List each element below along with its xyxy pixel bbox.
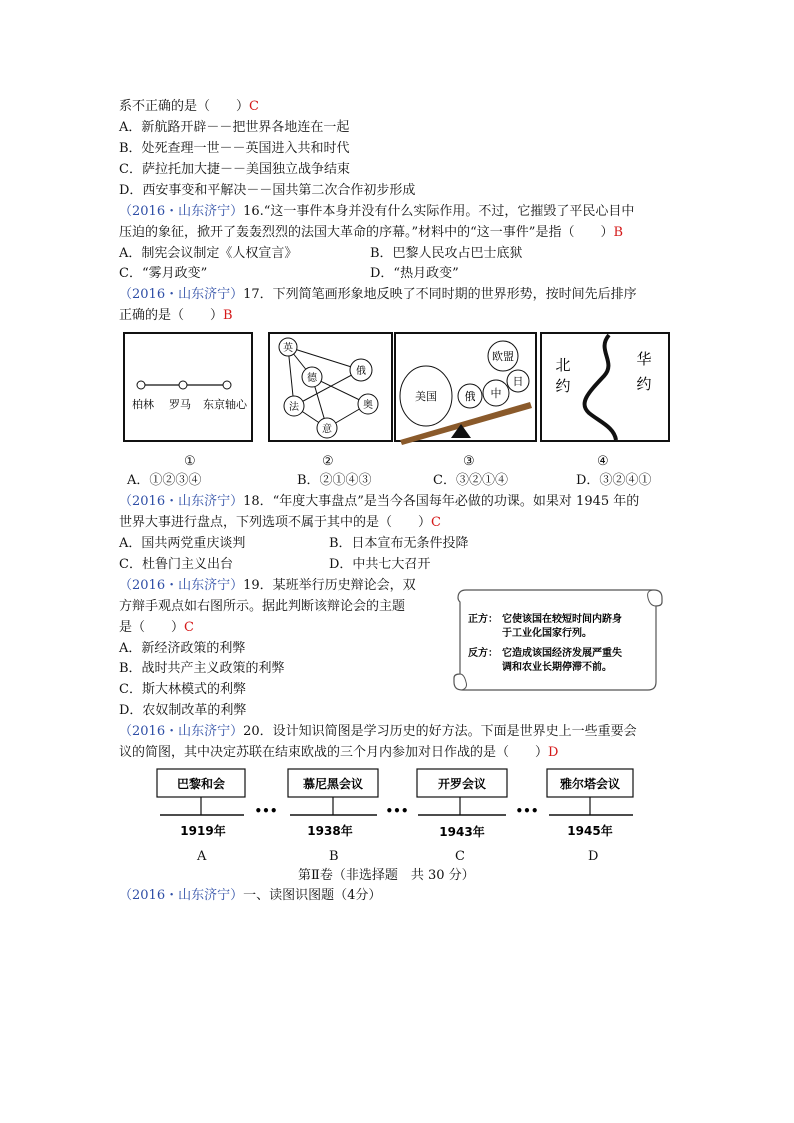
q16-line1-text: 16.“这一事件本身并没有什么实际作用。不过，它摧毁了平民心目中 xyxy=(243,204,635,219)
label-rome: 罗马 xyxy=(169,398,191,411)
q15-stem-text: 系不正确的是（ ） xyxy=(119,99,250,114)
label-warsaw-2: 约 xyxy=(636,375,652,393)
q17-figure-label-2: ② xyxy=(322,454,334,469)
q17-option-a: A．①②③④ xyxy=(127,473,202,488)
q19-option-a: A．新经济政策的利弊 xyxy=(119,641,246,656)
timeline-dots-1: ••• xyxy=(254,804,278,818)
q17-option-d: D．③②④① xyxy=(576,473,652,488)
q16-option-a: A．制宪会议制定《人权宣言》 xyxy=(119,246,298,261)
part2-section-heading xyxy=(119,886,381,906)
q15-option-c: C．萨拉托加大捷－－美国独立战争结束 xyxy=(119,162,350,177)
q17-line1-text: 17．下列简笔画形象地反映了不同时期的世界形势，按时间先后排序 xyxy=(243,287,637,302)
timeline-meeting-a xyxy=(157,769,245,838)
q17-answer: B xyxy=(223,308,233,323)
scroll-pro-line1: 它使该国在较短时间内跻身 xyxy=(502,614,622,625)
q16-option-b: B．巴黎人民攻占巴士底狱 xyxy=(370,246,523,261)
timeline-dots-2: ••• xyxy=(385,804,409,818)
label-russia: 俄 xyxy=(356,366,366,377)
label-warsaw-1: 华 xyxy=(636,350,652,368)
label-france: 法 xyxy=(289,402,299,413)
scroll-pro-label: 正方： xyxy=(468,614,498,625)
label-eu: 欧盟 xyxy=(492,350,514,363)
scroll-pro-line2: 于工业化国家行列。 xyxy=(502,628,592,639)
meeting-name-c: 开罗会议 xyxy=(437,777,487,791)
q18-option-a: A．国共两党重庆谈判 xyxy=(119,536,246,551)
q19-source: （2016・山东济宁） xyxy=(119,578,244,593)
label-germany: 德 xyxy=(307,373,317,384)
label-tokyo-axis: 东京轴心 xyxy=(203,398,247,411)
q19-option-b: B．战时共产主义政策的利弊 xyxy=(119,661,285,676)
part2-title: 第Ⅱ卷（非选择题 共 30 分） xyxy=(298,868,475,883)
q18-line2-text: 世界大事进行盘点，下列选项不属于其中的是（ ） xyxy=(119,515,432,530)
label-china: 中 xyxy=(490,387,502,400)
q19-answer: C xyxy=(184,620,194,635)
q18-option-d: D．中共七大召开 xyxy=(329,557,431,572)
q16-option-c: C．“雾月政变” xyxy=(119,266,208,281)
q18-answer: C xyxy=(431,515,441,530)
q20-answer: D xyxy=(548,745,559,760)
part2-section-text: 一、读图识图题（4分） xyxy=(243,888,382,903)
label-italy: 意 xyxy=(322,424,332,435)
q18-option-c: C．杜鲁门主义出台 xyxy=(119,557,233,572)
meeting-name-d: 雅尔塔会议 xyxy=(559,777,621,791)
q20-line1-text: 20．设计知识简图是学习历史的好方法。下面是世界史上一些重要会 xyxy=(243,724,637,739)
q19-option-d: D．农奴制改革的利弊 xyxy=(119,703,247,718)
q17-source: （2016・山东济宁） xyxy=(119,287,244,302)
timeline-meeting-c xyxy=(417,769,507,839)
label-usa: 美国 xyxy=(415,390,437,403)
meeting-name-b: 慕尼黑会议 xyxy=(302,777,364,791)
scroll-con-label: 反方： xyxy=(468,648,498,659)
q18-option-b: B．日本宣布无条件投降 xyxy=(329,536,469,551)
q15-option-b: B．处死查理一世－－英国进入共和时代 xyxy=(119,141,350,156)
q17-option-c: C．③②①④ xyxy=(433,473,508,488)
q17-line2-text: 正确的是（ ） xyxy=(119,308,224,323)
timeline-dots-3: ••• xyxy=(515,804,539,818)
timeline-meeting-b xyxy=(288,769,378,838)
q20-letter-a: A xyxy=(197,849,207,864)
q17-figure-label-4: ④ xyxy=(597,454,609,469)
q19-line1-text: 19．某班举行历史辩论会，双 xyxy=(243,578,416,593)
meeting-year-d: 1945年 xyxy=(567,824,613,838)
q20-letter-d: D xyxy=(588,849,599,864)
part2-source: （2016・山东济宁） xyxy=(119,888,244,903)
q16-source: （2016・山东济宁） xyxy=(119,204,244,219)
q19-option-c: C．斯大林模式的利弊 xyxy=(119,682,246,697)
q17-figure-label-3: ③ xyxy=(463,454,475,469)
q19-stem-line2: 方辩手观点如右图所示。据此判断该辩论会的主题 xyxy=(119,599,406,614)
q18-line1-text: 18．“年度大事盘点”是当今各国每年必做的功课。如果对 1945 年的 xyxy=(243,494,640,509)
q20-letter-b: B xyxy=(329,849,339,864)
label-russia-3: 俄 xyxy=(464,390,476,403)
q16-answer: B xyxy=(613,225,624,240)
timeline-meeting-d xyxy=(547,769,633,838)
scroll-con-line2: 调和农业长期停滞不前。 xyxy=(502,662,612,673)
q15-answer: C xyxy=(249,99,259,114)
q19-line3-text: 是（ ） xyxy=(119,620,185,635)
q20-letter-c: C xyxy=(455,849,465,864)
meeting-year-c: 1943年 xyxy=(439,825,485,839)
label-austria: 奥 xyxy=(363,400,373,411)
label-nato-1: 北 xyxy=(555,356,571,374)
scroll-con-line1: 它造成该国经济发展严重失 xyxy=(502,648,622,659)
q17-figure-label-1: ① xyxy=(184,454,196,469)
q20-line2-text: 议的简图，其中决定苏联在结束欧战的三个月内参加对日作战的是（ ） xyxy=(119,745,549,760)
label-britain: 英 xyxy=(283,343,293,354)
q15-option-a: A．新航路开辟－－把世界各地连在一起 xyxy=(119,120,350,135)
q15-option-d: D．西安事变和平解决－－国共第二次合作初步形成 xyxy=(119,183,416,198)
label-berlin: 柏林 xyxy=(132,398,154,411)
q18-source: （2016・山东济宁） xyxy=(119,494,244,509)
meeting-year-b: 1938年 xyxy=(307,824,353,838)
q17-option-b: B．②①④③ xyxy=(297,473,372,488)
q20-source: （2016・山东济宁） xyxy=(119,724,244,739)
meeting-name-a: 巴黎和会 xyxy=(176,777,226,791)
label-nato-2: 约 xyxy=(555,377,571,395)
meeting-year-a: 1919年 xyxy=(180,824,226,838)
q16-line2-text: 压迫的象征，掀开了轰轰烈烈的法国大革命的序幕。”材料中的“这一事件”是指（ ） xyxy=(119,225,614,240)
q16-option-d: D．“热月政变” xyxy=(370,266,459,281)
label-japan: 日 xyxy=(512,375,524,388)
